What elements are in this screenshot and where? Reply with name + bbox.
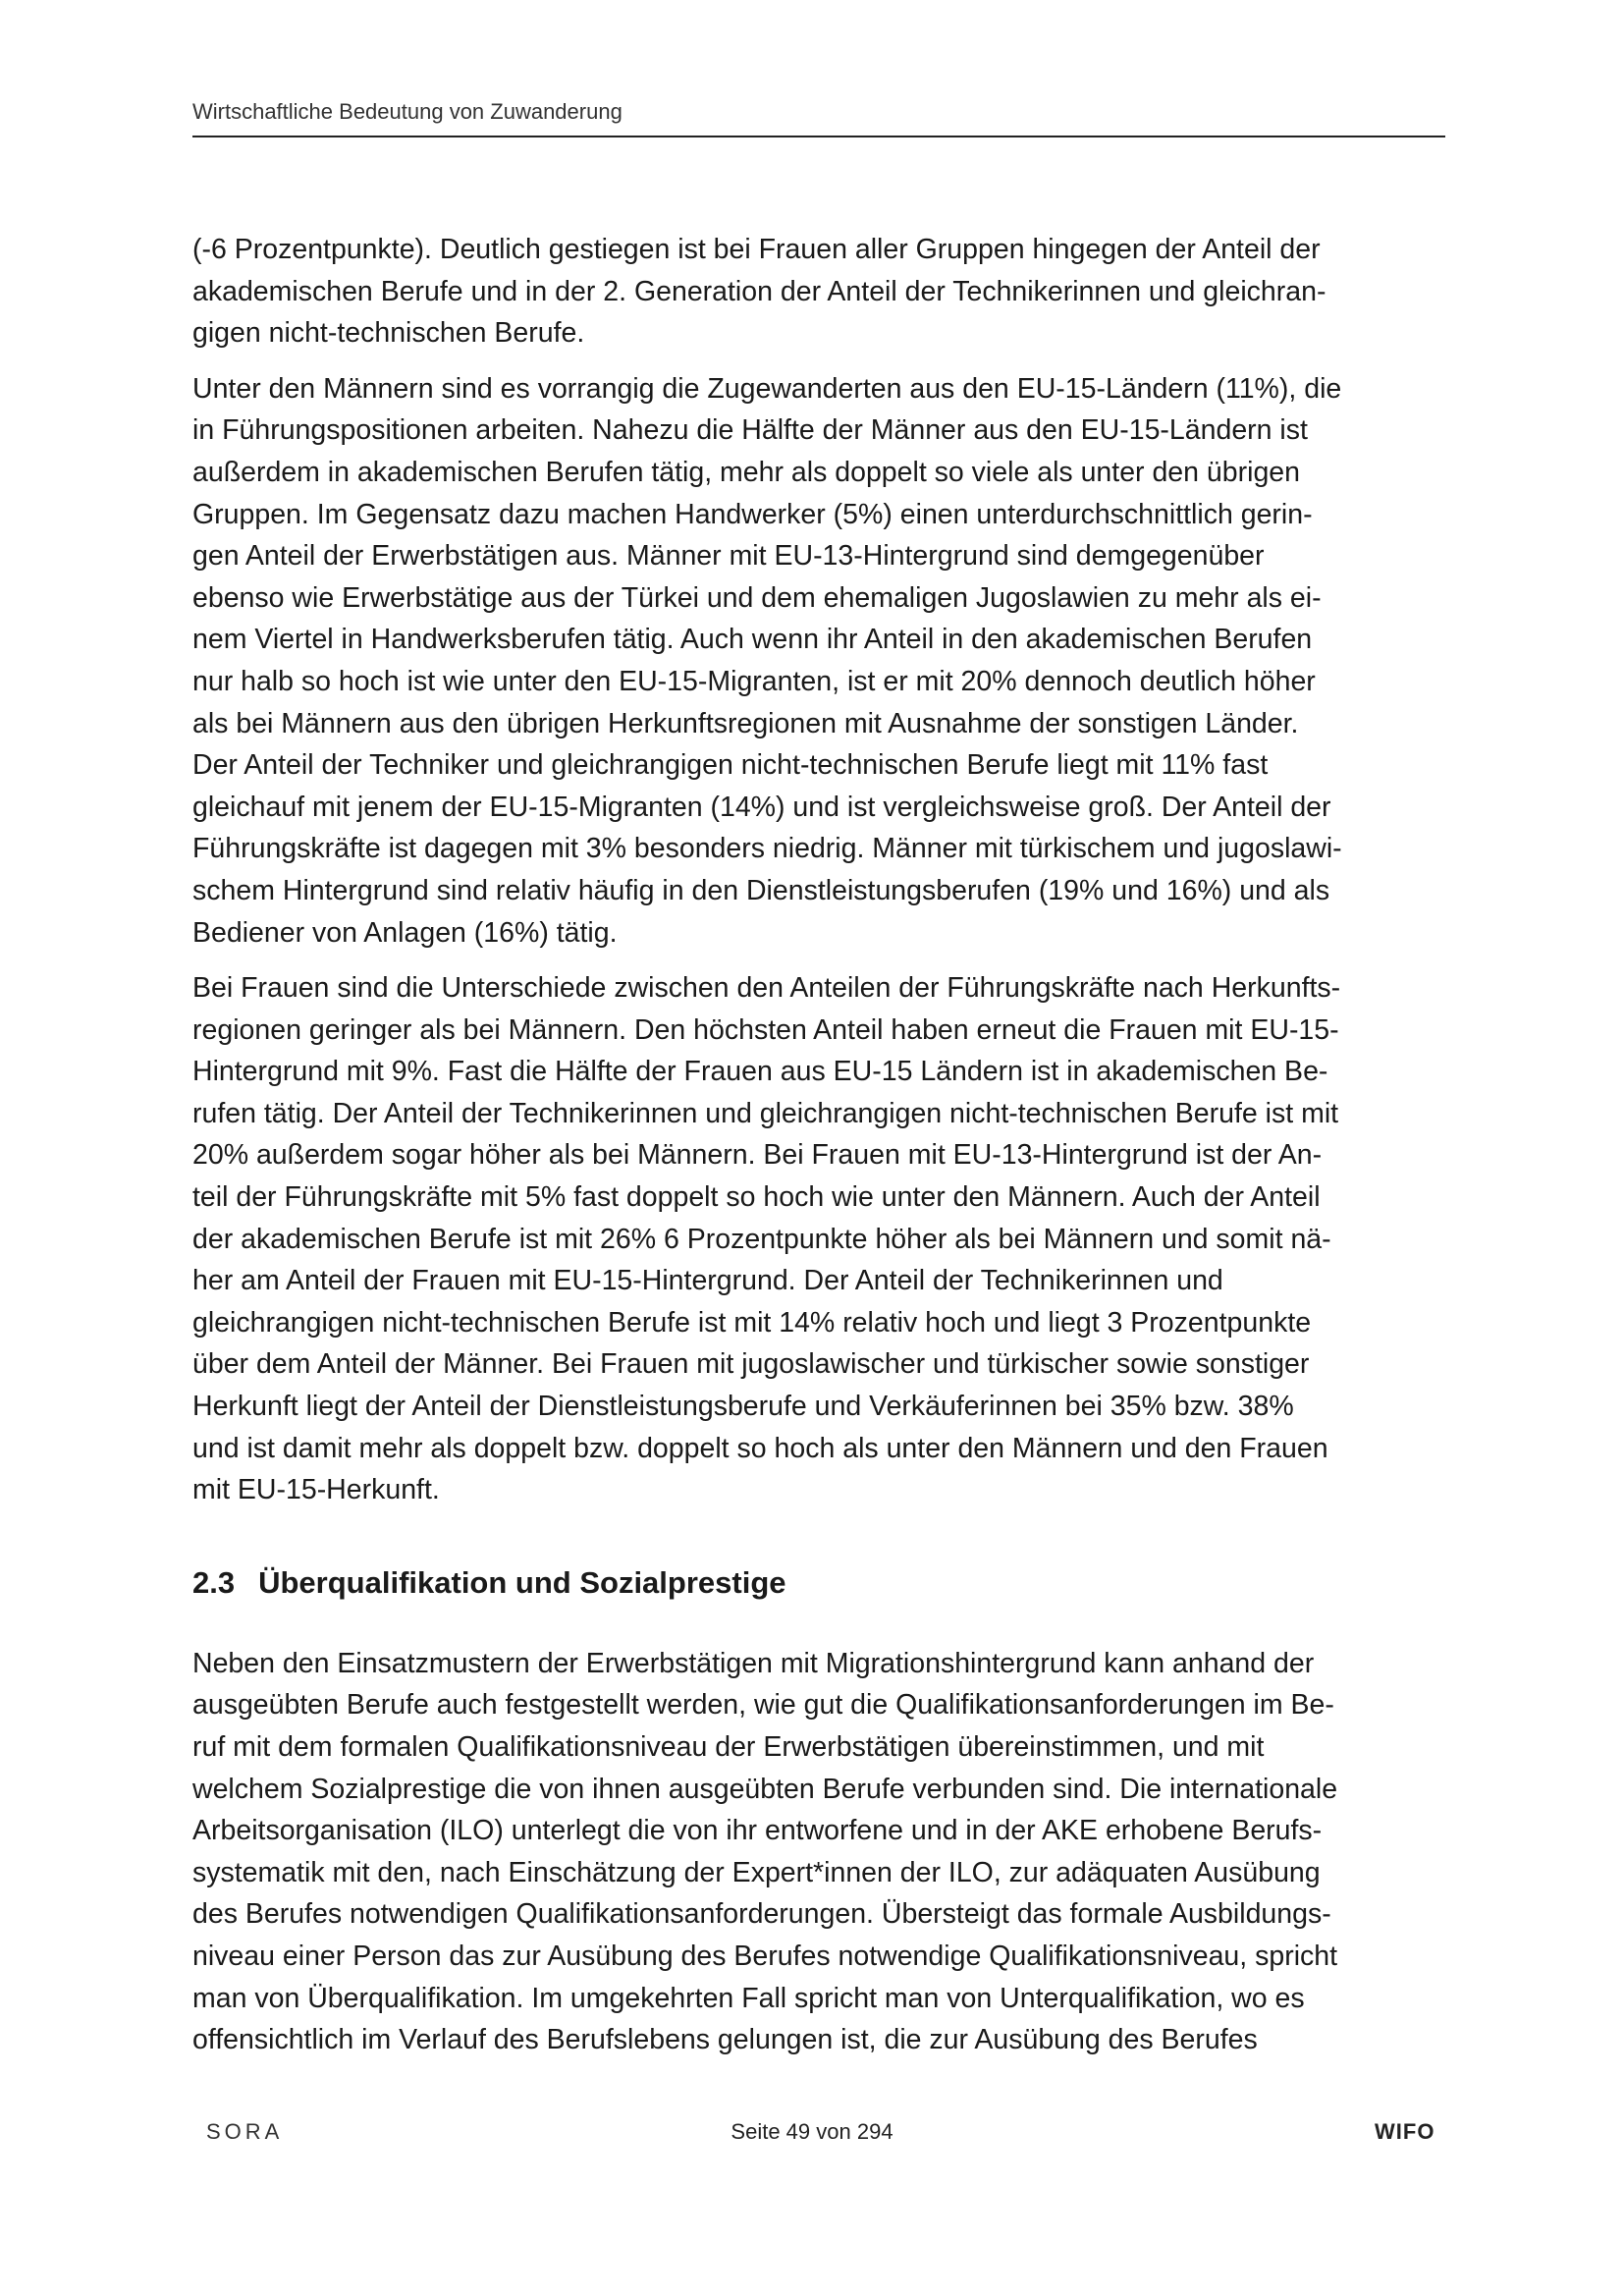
section-heading (192, 1562, 1449, 1604)
paragraph-line: Hintergrund mit 9%. Fast die Hälfte der Frauen aus EU-15 Ländern ist in akademischen Be- (192, 1056, 1328, 1088)
paragraph-line: schem Hintergrund sind relativ häufig in den Dienstleistungsberufen (19% und 16%) und als (192, 874, 1330, 906)
paragraph-line: Unter den Männern sind es vorrangig die Zugewanderten aus den EU-15-Ländern (11%), die (192, 372, 1342, 405)
section_paragraph-line: offensichtlich im Verlauf des Berufslebens gelungen ist, die zur Ausübung des Berufes (192, 2024, 1258, 2056)
paragraph-line: teil der Führungskräfte mit 5% fast doppelt so hoch wie unter den Männern. Auch der Anteil (192, 1181, 1321, 1214)
paragraph-line: nem Viertel in Handwerksberufen tätig. Auch wenn ihr Anteil in den akademischen Berufen (192, 624, 1313, 656)
paragraph-line: Bei Frauen sind die Unterschiede zwischen den Anteilen der Führungskräfte nach Herkunfts- (192, 972, 1341, 1005)
paragraph-line: (-6 Prozentpunkte). Deutlich gestiegen ist bei Frauen aller Gruppen hingegen der Anteil der (192, 234, 1321, 265)
page-number: Seite 49 von 294 (731, 2119, 893, 2144)
section-title: Überqualifikation und Sozialprestige (258, 1564, 786, 1600)
paragraph-line: Herkunft liegt der Anteil der Dienstleistungsberufe und Verkäuferinnen bei 35% bzw. 38% (192, 1391, 1294, 1423)
paragraph-line: mit EU-15-Herkunft. (192, 1474, 440, 1506)
page-body (192, 229, 1449, 2075)
paragraph-line: her am Anteil der Frauen mit EU-15-Hintergrund. Der Anteil der Technikerinnen und (192, 1265, 1223, 1297)
paragraph-1 (192, 229, 1449, 355)
paragraph-line: ebenso wie Erwerbstätige aus der Türkei und dem ehemaligen Jugoslawien zu mehr als ei- (192, 581, 1322, 614)
paragraph-line: gleichauf mit jenem der EU-15-Migranten (14%) und ist vergleichsweise groß. Der Anteil der (192, 791, 1331, 823)
paragraph-line: gigen nicht-technischen Berufe. (192, 317, 585, 350)
paragraph-line: Bediener von Anlagen (16%) tätig. (192, 916, 618, 949)
paragraph-line: der akademischen Berufe ist mit 26% 6 Prozentpunkte höher als bei Männern und somit nä- (192, 1223, 1331, 1255)
running-header: Wirtschaftliche Bedeutung von Zuwanderung (192, 99, 623, 124)
footer-sora-logo: SORA (206, 2119, 284, 2144)
section_paragraph-line: welchem Sozialprestige die von ihnen ausgeübten Berufe verbunden sind. Die internationale (192, 1773, 1338, 1805)
section_paragraph-line: Neben den Einsatzmustern der Erwerbstätigen mit Migrationshintergrund kann anhand der (192, 1647, 1315, 1679)
paragraph-line: gen Anteil der Erwerbstätigen aus. Männer mit EU-13-Hintergrund sind demgegenüber (192, 540, 1265, 573)
paragraph-line: Führungskräfte ist dagegen mit 3% besonders niedrig. Männer mit türkischem und jugoslawi- (192, 833, 1342, 865)
section_paragraph-line: ruf mit dem formalen Qualifikationsniveau der Erwerbstätigen übereinstimmen, und mit (192, 1731, 1265, 1763)
paragraph-line: als bei Männern aus den übrigen Herkunftsregionen mit Ausnahme der sonstigen Länder. (192, 707, 1299, 739)
section-number: 2.3 (192, 1564, 236, 1600)
paragraph-line: nur halb so hoch ist wie unter den EU-15-Migranten, ist er mit 20% dennoch deutlich höher (192, 665, 1316, 697)
header-divider (192, 136, 1445, 137)
paragraph-3 (192, 967, 1449, 1511)
paragraph-line: rufen tätig. Der Anteil der Technikerinnen und gleichrangigen nicht-technischen Berufe ist mit (192, 1097, 1339, 1129)
paragraph-line: Gruppen. Im Gegensatz dazu machen Handwerker (5%) einen unterdurchschnittlich gerin- (192, 498, 1313, 530)
section_paragraph-line: Arbeitsorganisation (ILO) unterlegt die von ihr entworfene und in der AKE erhobene Berufs- (192, 1815, 1323, 1847)
paragraph-line: 20% außerdem sogar höher als bei Männern. Bei Frauen mit EU-13-Hintergrund ist der An- (192, 1139, 1323, 1172)
section_paragraph-line: man von Überqualifikation. Im umgekehrten Fall spricht man von Unterqualifikation, wo es (192, 1982, 1305, 2014)
section_paragraph-line: niveau einer Person das zur Ausübung des Berufes notwendige Qualifikationsniveau, spricht (192, 1940, 1338, 1972)
section_paragraph-line: ausgeübten Berufe auch festgestellt werden, wie gut die Qualifikationsanforderungen im Be- (192, 1689, 1334, 1722)
paragraph-line: Der Anteil der Techniker und gleichrangigen nicht-technischen Berufe liegt mit 11% fast (192, 749, 1269, 782)
footer-wifo-logo: WIFO (1375, 2119, 1435, 2144)
paragraph-2 (192, 368, 1449, 954)
paragraph-line: über dem Anteil der Männer. Bei Frauen mit jugoslawischer und türkischer sowie sonstiger (192, 1348, 1310, 1381)
paragraph-line: akademischen Berufe und in der 2. Generation der Anteil der Technikerinnen und gleichran- (192, 275, 1326, 307)
paragraph-line: und ist damit mehr als doppelt bzw. doppelt so hoch als unter den Männern und den Frauen (192, 1432, 1328, 1464)
paragraph-line: gleichrangigen nicht-technischen Berufe ist mit 14% relativ hoch und liegt 3 Prozentpunkte (192, 1306, 1312, 1339)
paragraph-line: in Führungspositionen arbeiten. Nahezu die Hälfte der Männer aus den EU-15-Ländern ist (192, 414, 1308, 447)
section_paragraph-line: systematik mit den, nach Einschätzung der Expert*innen der ILO, zur adäquaten Ausübung (192, 1856, 1321, 1888)
section_paragraph-line: des Berufes notwendigen Qualifikationsanforderungen. Übersteigt das formale Ausbildungs- (192, 1898, 1331, 1931)
paragraph-line: regionen geringer als bei Männern. Den höchsten Anteil haben erneut die Frauen mit EU-15- (192, 1013, 1339, 1046)
paragraph-line: außerdem in akademischen Berufen tätig, mehr als doppelt so viele als unter den übrigen (192, 456, 1300, 488)
section-paragraph (192, 1643, 1449, 2061)
